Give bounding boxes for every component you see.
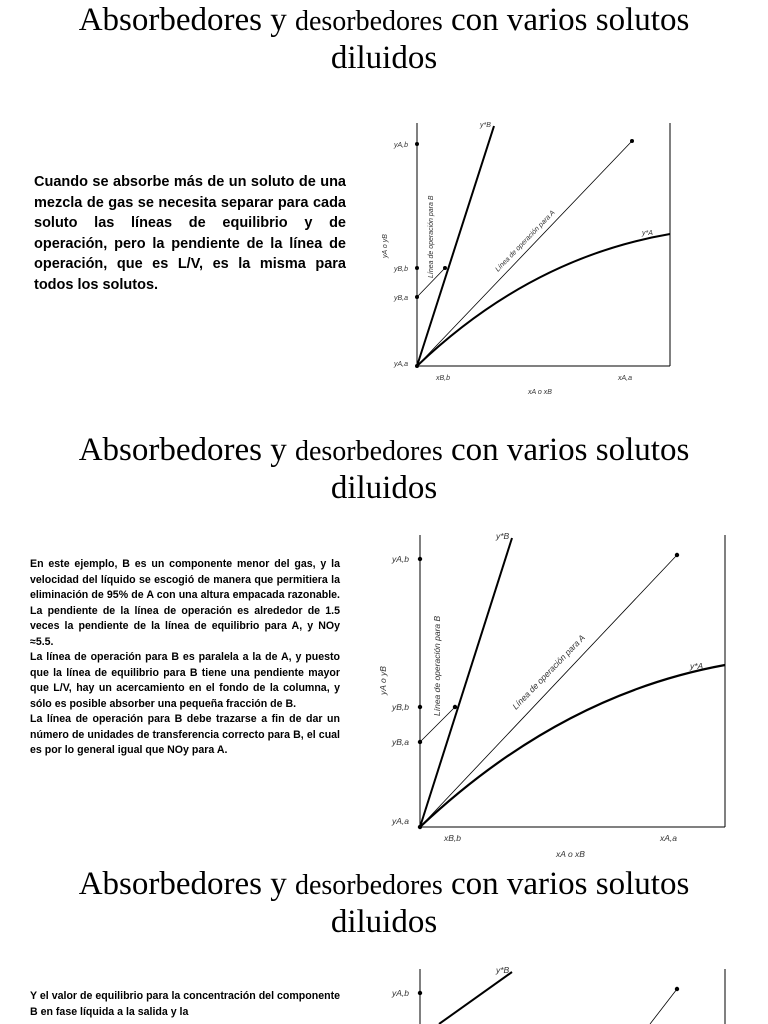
slide-title: [20, 432, 748, 506]
title-text: desorbedores: [294, 6, 443, 37]
slide-body: [30, 557, 340, 759]
point-yAb: [418, 557, 422, 561]
tick-label-yBa: yB,a: [394, 295, 409, 302]
title-text: diluidos: [330, 470, 438, 506]
slide-body: [34, 172, 346, 295]
label-op-b: Línea de operación para B: [428, 195, 435, 278]
equilibrium-operating-diagram: [370, 964, 730, 1024]
title-text: con varios solutos: [442, 2, 690, 38]
point-op-a-top: [675, 553, 679, 557]
slide-title: [20, 2, 748, 76]
tick-label-yAb: yA,b: [394, 142, 409, 149]
equilibrium-curve-a: [420, 665, 725, 827]
operating-line-a: [417, 141, 632, 366]
point-yBa: [415, 295, 419, 299]
title-text: desorbedores: [294, 436, 443, 467]
tick-label-xAa: xA,a: [618, 375, 633, 382]
tick-label-xAa: xA,a: [660, 833, 678, 843]
operating-line-a: [420, 555, 677, 827]
tick-label-yAb: yA,b: [392, 988, 410, 998]
paragraph: La línea de operación para B debe trazarse a fin de dar un número de unidades de transferencia correcto para B, el cual es por lo general igual que NOy para A.: [30, 713, 340, 756]
point-op-a-top: [675, 987, 679, 991]
label-eq-b: y*B: [496, 965, 510, 975]
tick-label-xBb: xB,b: [444, 833, 462, 843]
point-yAb: [418, 991, 422, 995]
slide-3: [0, 864, 768, 1024]
tick-label-yBb: yB,b: [392, 702, 410, 712]
tick-label-yAa: yA,a: [394, 361, 409, 368]
equilibrium-operating-diagram: [370, 118, 680, 400]
paragraph: La línea de operación para B es paralela a la de A, y puesto que la línea de equilibrio para B tiene una pendiente mayor que L/V, hay un acercamiento en el fondo de la columna, y sólo es posible absorber una pequeña fracción de B.: [30, 651, 340, 710]
slide-title: [20, 866, 748, 940]
tick-label-yBa: yB,a: [392, 737, 410, 747]
point-yBa: [418, 740, 422, 744]
point-yAb: [415, 142, 419, 146]
title-text: diluidos: [330, 40, 438, 76]
point-yBb: [418, 705, 422, 709]
title-text: Absorbedores y: [78, 2, 295, 38]
slide-1: [0, 0, 768, 420]
title-text: desorbedores: [294, 870, 443, 901]
x-axis-label: xA o xB: [528, 389, 552, 396]
label-eq-a: y*A: [642, 230, 653, 237]
tick-label-yAb: yA,b: [392, 554, 410, 564]
equilibrium-curve-a: [417, 234, 670, 366]
point-yAa: [415, 364, 419, 368]
label-eq-b: y*B: [480, 122, 491, 129]
label-eq-b: y*B: [496, 531, 510, 541]
slide-body: [30, 989, 340, 1020]
tick-label-yAa: yA,a: [392, 816, 410, 826]
title-text: con varios solutos: [442, 432, 690, 468]
label-op-a: Línea de operación para A: [494, 209, 557, 274]
paragraph: En este ejemplo, B es un componente menor del gas, y la velocidad del líquido se escogió de manera que permitiera la eliminación de 95% de A con una altura empacada razonable. La pendiente de la línea de operación es alrededor de 1.5 veces la pendiente de la línea de equilibrio para A, y NOy ≈5.5.: [30, 558, 340, 648]
point-op-a-top: [630, 139, 634, 143]
x-axis-label: xA o xB: [556, 849, 585, 859]
tick-label-yBb: yB,b: [394, 266, 409, 273]
paragraph: Y el valor de equilibrio para la concentración del componente B en fase líquida a la salida y la: [30, 990, 340, 1018]
label-op-a: Línea de operación para A: [510, 632, 587, 712]
point-yAa: [418, 825, 422, 829]
title-text: diluidos: [330, 904, 438, 940]
label-op-b: Línea de operación para B: [432, 615, 442, 716]
paragraph: Cuando se absorbe más de un soluto de una mezcla de gas se necesita separar para cada soluto las líneas de equilibrio y de operación, pero la pendiente de la línea de operación, que es L/V, es la misma para todos los solutos.: [34, 174, 346, 293]
point-yBb: [415, 266, 419, 270]
title-text: con varios solutos: [442, 866, 690, 902]
point-op-b-top: [453, 705, 457, 709]
title-text: Absorbedores y: [78, 866, 295, 902]
title-text: Absorbedores y: [78, 432, 295, 468]
equilibrium-operating-diagram: [370, 530, 730, 860]
point-op-b-top: [443, 266, 447, 270]
y-axis-label: yA o yB: [378, 666, 388, 695]
equilibrium-line-b: [439, 972, 512, 1024]
tick-label-xBb: xB,b: [436, 375, 451, 382]
y-axis-label: yA o yB: [382, 234, 389, 258]
operating-line-a: [650, 989, 677, 1024]
label-eq-a: y*A: [690, 661, 704, 671]
slide-2: [0, 430, 768, 860]
